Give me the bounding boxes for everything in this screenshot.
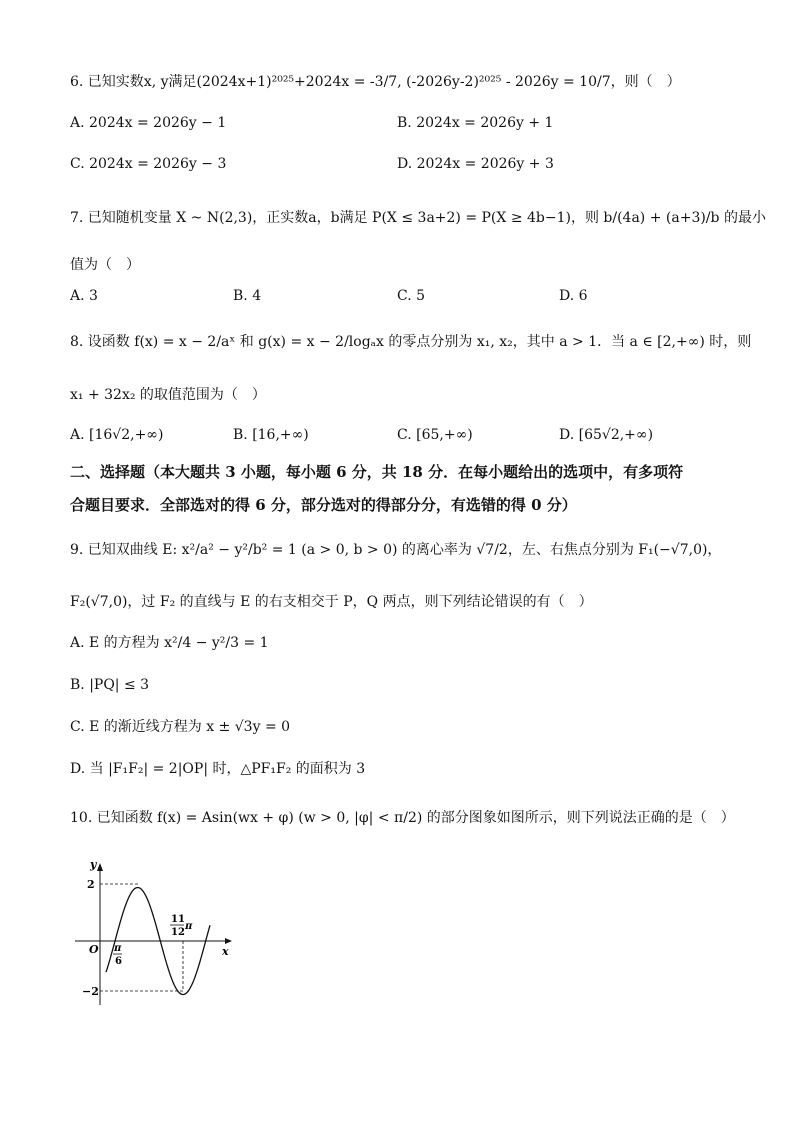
q6-option-b: B. 2024x = 2026y + 1: [397, 115, 554, 131]
x2-denominator: 12: [171, 927, 185, 938]
q6-option-a: A. 2024x = 2026y − 1: [70, 115, 227, 131]
y-axis-arrow: [97, 863, 103, 871]
q7-stem: 7. 已知随机变量 X ~ N(2,3)，正实数a，b满足 P(X ≤ 3a+2) = P(X ≥ 4b−1)，则 b/(4a) + (a+3)/b 的最小: [70, 210, 766, 226]
q6-option-c: C. 2024x = 2026y − 3: [70, 156, 227, 172]
section2-heading-line2: 合题目要求．全部选对的得 6 分，部分选对的得部分分，有选错的得 0 分）: [70, 496, 577, 514]
q9-option-a: A. E 的方程为 x²/4 − y²/3 = 1: [70, 635, 269, 651]
q8-option-a: A. [16√2,+∞): [70, 427, 164, 443]
q6-option-d: D. 2024x = 2026y + 3: [397, 156, 554, 172]
q8-option-b: B. [16,+∞): [233, 427, 309, 443]
q7-stem-continued: 值为（ ）: [70, 257, 140, 273]
y-max-label: 2: [87, 878, 95, 891]
origin-label: O: [89, 943, 99, 956]
x-axis-arrow: [225, 938, 232, 944]
x2-numerator: 11: [171, 914, 185, 925]
x-axis-label: x: [222, 945, 229, 958]
q9-stem-continued: F₂(√7,0)，过 F₂ 的直线与 E 的右支相交于 P，Q 两点，则下列结论错误的有（ ）: [70, 594, 593, 610]
section2-heading-line1: 二、选择题（本大题共 3 小题，每小题 6 分，共 18 分．在每小题给出的选项中，有多项符: [70, 463, 684, 481]
q7-option-a: A. 3: [70, 288, 98, 304]
q9-stem: 9. 已知双曲线 E: x²/a² − y²/b² = 1 (a > 0, b > 0) 的离心率为 √7/2，左、右焦点分别为 F₁(−√7,0)，: [70, 542, 722, 558]
q8-option-c: C. [65,+∞): [397, 427, 473, 443]
x1-numerator: π: [114, 943, 122, 954]
q10-stem: 10. 已知函数 f(x) = Asin(wx + φ) (w > 0, |φ| < π/2) 的部分图象如图所示，则下列说法正确的是（ ）: [70, 810, 735, 826]
q7-option-d: D. 6: [559, 288, 588, 304]
q8-stem-continued: x₁ + 32x₂ 的取值范围为（ ）: [70, 387, 266, 403]
sine-graph-figure: [70, 855, 240, 1015]
x2-pi: π: [185, 921, 193, 932]
q9-option-c: C. E 的渐近线方程为 x ± √3y = 0: [70, 719, 291, 735]
q8-option-d: D. [65√2,+∞): [559, 427, 654, 443]
y-min-label: −2: [82, 985, 99, 998]
q6-stem: 6. 已知实数x, y满足(2024x+1)²⁰²⁵+2024x = -3/7, (-2026y-2)²⁰²⁵ - 2026y = 10/7，则（ ）: [70, 74, 681, 90]
q8-stem: 8. 设函数 f(x) = x − 2/aˣ 和 g(x) = x − 2/logₐx 的零点分别为 x₁, x₂，其中 a > 1．当 a ∈ [2,+∞) 时，则: [70, 334, 752, 350]
x1-denominator: 6: [115, 956, 122, 967]
y-axis-label: y: [90, 858, 97, 871]
q7-option-c: C. 5: [397, 288, 426, 304]
q9-option-d: D. 当 |F₁F₂| = 2|OP| 时，△PF₁F₂ 的面积为 3: [70, 761, 366, 777]
q7-option-b: B. 4: [233, 288, 262, 304]
q9-option-b: B. |PQ| ≤ 3: [70, 677, 150, 693]
